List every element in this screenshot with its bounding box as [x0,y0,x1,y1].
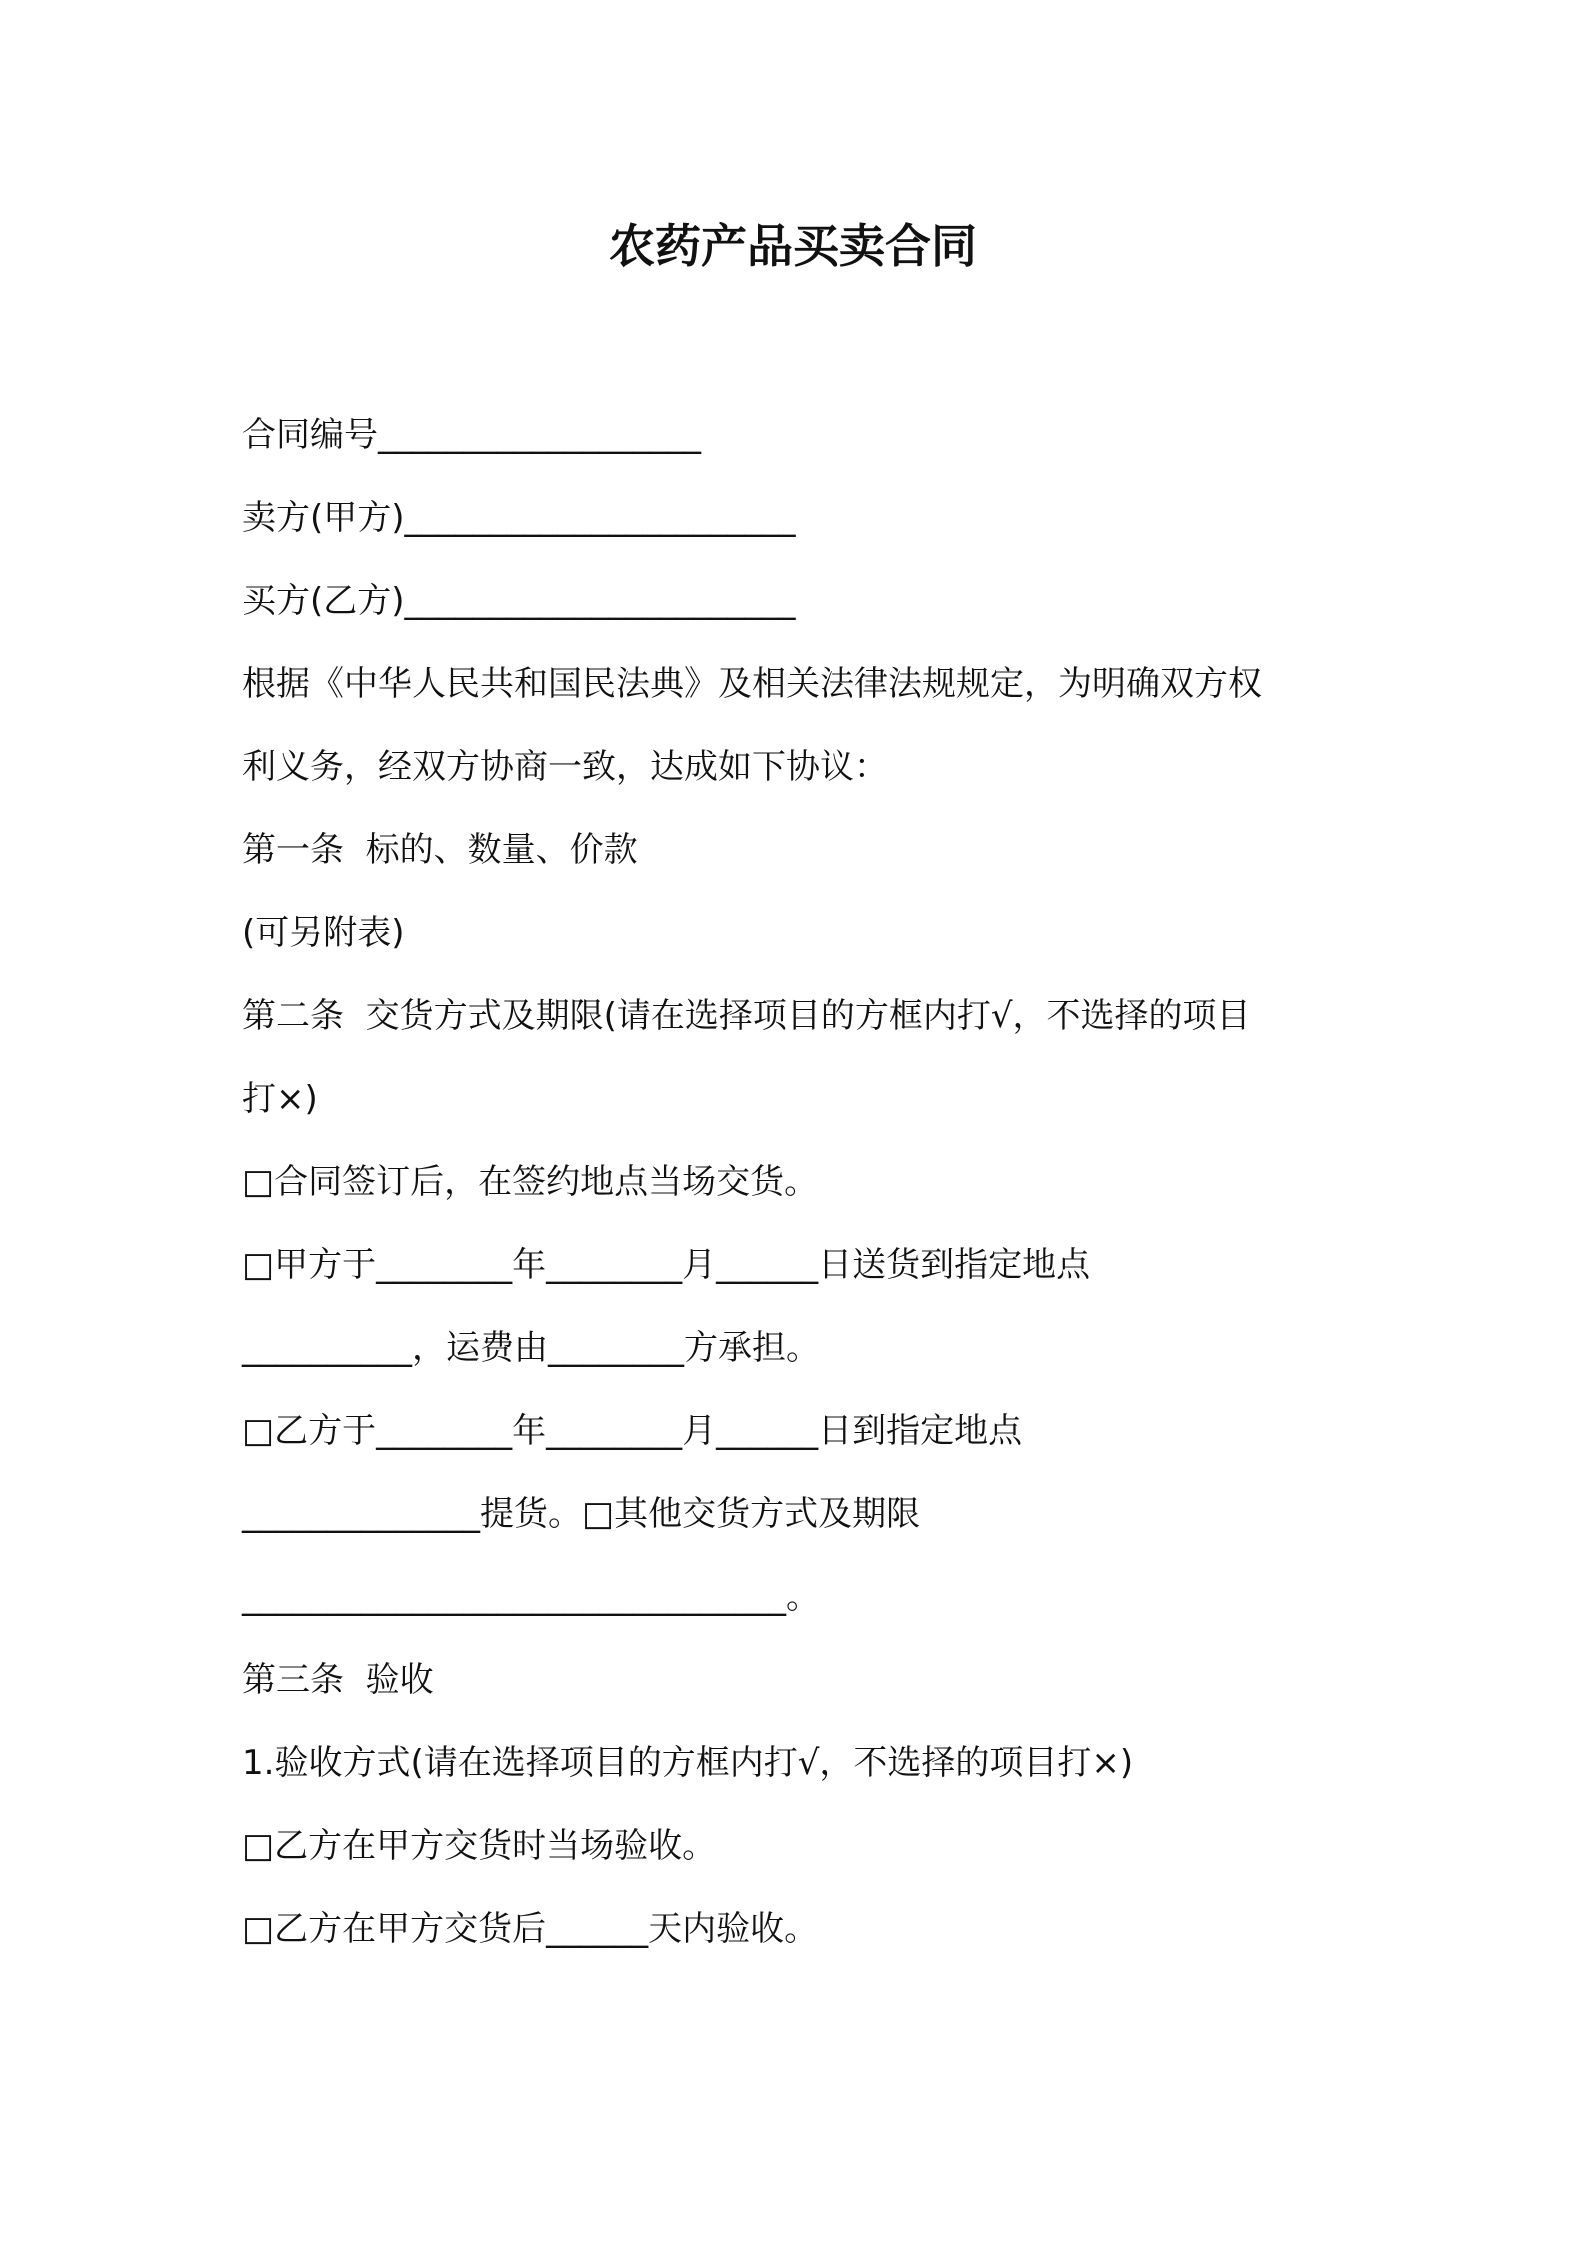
delivery-option-1: □合同签订后，在签约地点当场交货。 [242,1162,819,1202]
preamble-line-1: 根据《中华人民共和国民法典》及相关法律法规规定，为明确双方权 [242,664,1262,704]
preamble-line-2: 利义务，经双方协商一致，达成如下协议： [242,747,888,787]
article-2-heading: 第二条 交货方式及期限(请在选择项目的方框内打√，不选择的项目 [242,996,1251,1036]
inspection-option-2: □乙方在甲方交货后______天内验收。 [242,1909,819,1949]
article-1-heading: 第一条 标的、数量、价款 [242,830,638,870]
inspection-option-1: □乙方在甲方交货时当场验收。 [242,1826,717,1866]
buyer-line: 买方(乙方)_______________________ [242,581,796,621]
delivery-option-2-cont: __________，运费由________方承担。 [242,1328,820,1368]
delivery-option-other: ________________________________。 [242,1577,820,1617]
article-3-heading: 第三条 验收 [242,1660,434,1700]
contract-number-line: 合同编号___________________ [242,415,701,455]
article-2-heading-cont: 打×) [242,1079,318,1119]
delivery-option-3-cont: ______________提货。□其他交货方式及期限 [242,1494,921,1534]
seller-line: 卖方(甲方)_______________________ [242,498,796,538]
inspection-method-heading: 1.验收方式(请在选择项目的方框内打√，不选择的项目打×) [242,1743,1134,1783]
article-1-note: (可另附表) [242,913,405,953]
document-title: 农药产品买卖合同 [609,219,977,273]
delivery-option-3: □乙方于________年________月______日到指定地点 [242,1411,1023,1451]
delivery-option-2: □甲方于________年________月______日送货到指定地点 [242,1245,1091,1285]
